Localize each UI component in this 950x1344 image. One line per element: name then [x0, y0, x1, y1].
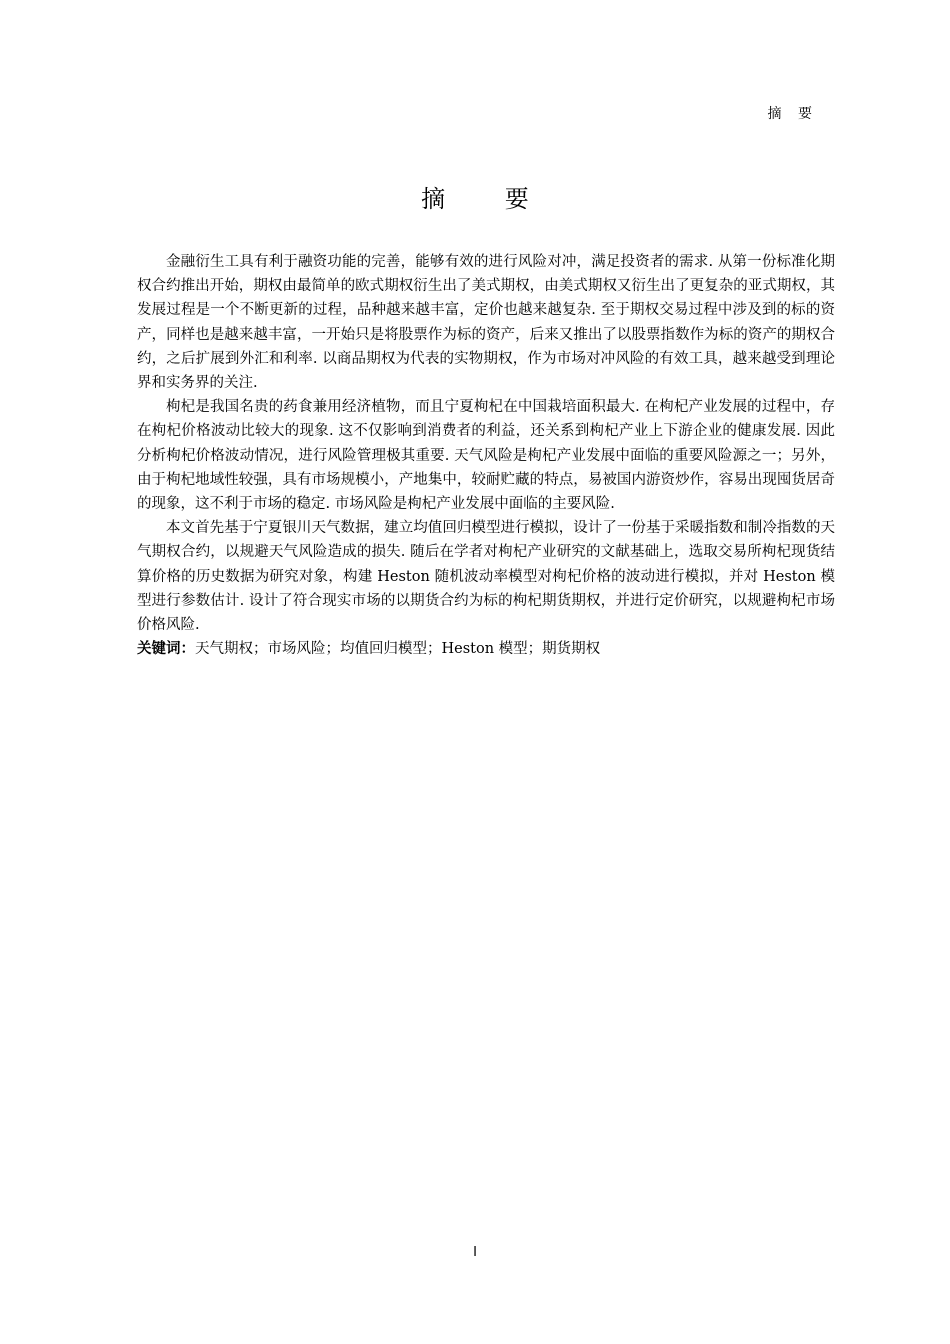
- running-header: 摘 要: [767, 106, 818, 122]
- keywords-label: 关键词：: [137, 641, 195, 658]
- abstract-body: [137, 250, 835, 661]
- abstract-paragraph-3: 本文首先基于宁夏银川天气数据，建立均值回归模型进行模拟，设计了一份基于采暖指数和制冷指数的天气期权合约，以规避天气风险造成的损失. 随后在学者对枸杞产业研究的文献基础上，选取交易所枸杞现货结算价格的历史数据为研究对象，构建 Heston 随机波动率模型对枸杞价格的波动进行模拟，并对 Heston 模型进行参数估计. 设计了符合现实市场的以期货合约为标的枸杞期货期权，并进行定价研究，以规避枸杞市场价格风险.: [137, 520, 835, 634]
- abstract-paragraph-2: 枸杞是我国名贵的药食兼用经济植物，而且宁夏枸杞在中国栽培面积最大. 在枸杞产业发展的过程中，存在枸杞价格波动比较大的现象. 这不仅影响到消费者的利益，还关系到枸杞产业上下游企业的健康发展. 因此分析枸杞价格波动情况，进行风险管理极其重要. 天气风险是枸杞产业发展中面临的重要风险源之一；另外，由于枸杞地域性较强，具有市场规模小，产地集中，较耐贮藏的特点，易被国内游资炒作，容易出现囤货居奇的现象，这不利于市场的稳定. 市场风险是枸杞产业发展中面临的主要风险.: [137, 399, 835, 513]
- page-number: I: [473, 1245, 477, 1260]
- page-title: 摘 要: [421, 185, 555, 213]
- keywords-line: [137, 637, 835, 661]
- abstract-paragraph-1: 金融衍生工具有利于融资功能的完善，能够有效的进行风险对冲，满足投资者的需求. 从第一份标准化期权合约推出开始，期权由最简单的欧式期权衍生出了美式期权，由美式期权又衍生出了更复杂的亚式期权，其发展过程是一个不断更新的过程，品种越来越丰富，定价也越来越复杂. 至于期权交易过程中涉及到的标的资产，同样也是越来越丰富，一开始只是将股票作为标的资产，后来又推出了以股票指数作为标的资产的期权合约，之后扩展到外汇和利率. 以商品期权为代表的实物期权，作为市场对冲风险的有效工具，越来越受到理论界和实务界的关注.: [137, 254, 835, 392]
- keywords-list: 天气期权；市场风险；均值回归模型；Heston 模型；期货期权: [195, 641, 601, 658]
